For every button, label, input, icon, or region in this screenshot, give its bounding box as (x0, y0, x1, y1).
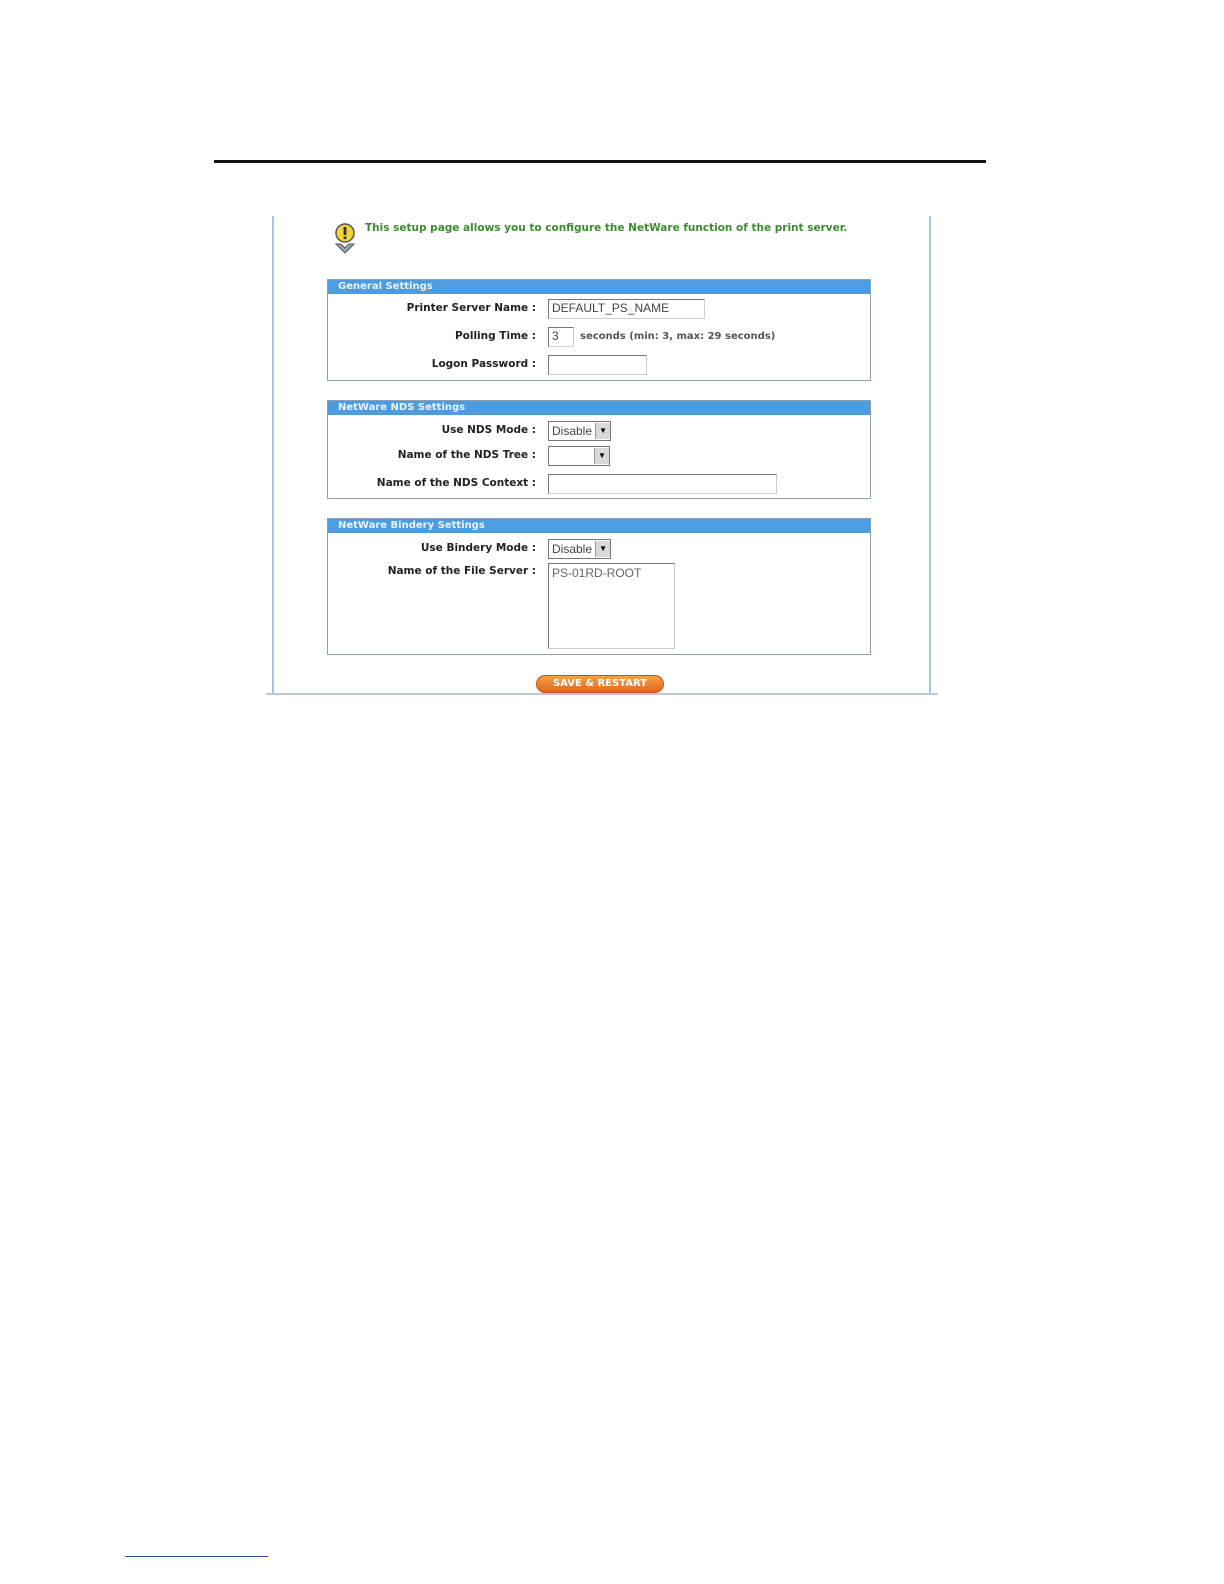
chevron-down-icon[interactable]: ▼ (595, 541, 610, 557)
bindery-mode-select[interactable] (548, 539, 611, 559)
nds-mode-label: Use NDS Mode : (441, 424, 536, 436)
general-settings-title: General Settings (328, 280, 870, 294)
polling-time-hint: seconds (min: 3, max: 29 seconds) (580, 331, 776, 342)
general-settings-panel (327, 279, 871, 381)
top-horizontal-rule (214, 160, 986, 163)
nds-mode-select[interactable] (548, 421, 611, 441)
bindery-settings-panel (327, 518, 871, 655)
logon-password-label: Logon Password : (431, 358, 536, 370)
nds-settings-title: NetWare NDS Settings (328, 401, 870, 415)
logon-password-input[interactable] (548, 355, 647, 375)
chevron-down-icon[interactable]: ▼ (594, 448, 609, 464)
file-server-option[interactable]: PS-01RD-ROOT (552, 566, 642, 580)
bindery-mode-label: Use Bindery Mode : (420, 542, 536, 554)
tip-icon (332, 222, 358, 254)
bindery-settings-title: NetWare Bindery Settings (328, 519, 870, 533)
chevron-down-icon[interactable]: ▼ (595, 423, 610, 439)
nds-mode-value: Disable (552, 423, 593, 438)
file-server-row (328, 563, 870, 653)
polling-time-label: Polling Time : (454, 330, 536, 342)
nds-context-input[interactable] (548, 474, 777, 494)
nds-context-label: Name of the NDS Context : (376, 477, 536, 489)
netware-setup-screenshot (266, 216, 938, 696)
bottom-link-underline (125, 1556, 268, 1557)
server-name-label: Printer Server Name : (406, 302, 536, 314)
nds-context-row (328, 473, 870, 495)
polling-time-input[interactable]: 3 (548, 327, 574, 347)
intro-text: This setup page allows you to configure the NetWare function of the print server. (365, 222, 848, 234)
bindery-mode-row (328, 538, 870, 560)
frame-bottom-border (266, 693, 938, 695)
logon-password-row (328, 354, 870, 376)
frame-right-border (929, 216, 931, 694)
nds-settings-panel (327, 400, 871, 499)
intro-banner (332, 222, 892, 254)
file-server-label: Name of the File Server : (387, 565, 536, 577)
file-server-listbox[interactable] (548, 563, 675, 649)
save-restart-button[interactable]: SAVE & RESTART (536, 675, 664, 693)
polling-time-row (328, 326, 870, 348)
nds-mode-row (328, 420, 870, 442)
bindery-mode-value: Disable (552, 541, 593, 556)
nds-tree-select[interactable] (548, 446, 610, 466)
server-name-row (328, 298, 870, 320)
nds-tree-label: Name of the NDS Tree : (397, 449, 536, 461)
frame-left-border (272, 216, 274, 694)
nds-tree-row (328, 445, 870, 467)
server-name-input[interactable]: DEFAULT_PS_NAME (548, 299, 705, 319)
